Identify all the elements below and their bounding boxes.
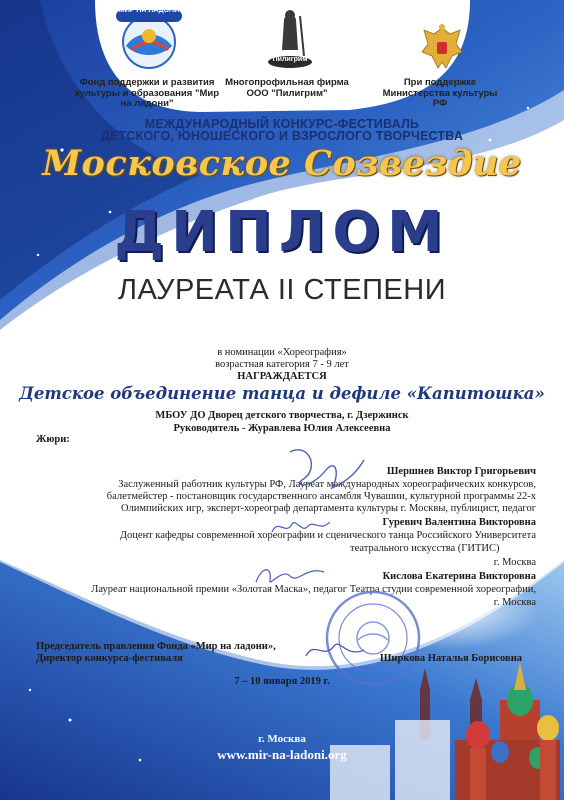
signature-2 xyxy=(268,514,338,540)
city: г. Москва xyxy=(258,733,306,745)
jury-member-name: Шершнев Виктор Григорьевич xyxy=(386,466,536,477)
jury-member-bio: Заслуженный работник культуры РФ, Лауреат международных хореографических конкурсов, xyxy=(118,479,536,490)
chair-title-line-2: Директор конкурса-фестиваля xyxy=(36,653,183,664)
jury-member-bio: Доцент кафедры современной хореографии и сценического танца Российского Университета xyxy=(119,530,536,541)
contest-line-2: ДЕТСКОГО, ЮНОШЕСКОГО И ВЗРОСЛОГО ТВОРЧЕСТВА xyxy=(100,129,464,143)
coat-of-arms-icon xyxy=(420,22,464,72)
nomination: в номинации «Хореография» xyxy=(217,347,347,358)
right-logo-caption: При поддержке Министерства культуры РФ xyxy=(382,77,498,109)
left-logo-ribbon: МИР НА ЛАДОНИ xyxy=(118,7,180,14)
festival-name: Московское Созвездие xyxy=(42,143,522,184)
middle-logo-caption: Многопрофильная фирма ООО "Пилигрим" xyxy=(225,77,349,99)
awarded-label: НАГРАЖДАЕТСЯ xyxy=(237,371,327,382)
diploma-title: ДИПЛОМ xyxy=(114,200,450,265)
jury-member-bio: г. Москва xyxy=(493,597,536,608)
jury-member-bio: г. Москва xyxy=(493,557,536,568)
age-category: возрастная категория 7 - 9 лет xyxy=(215,359,349,370)
chair-title-line-1: Председатель правления Фонда «Мир на ладони», xyxy=(36,641,276,652)
jury-member-bio: театрального искусства (ГИТИС) xyxy=(350,543,500,554)
jury-member-name: Гуревич Валентина Викторовна xyxy=(382,517,536,528)
signature-1 xyxy=(280,440,370,500)
chair-name: Ширкова Наталья Борисовна xyxy=(379,653,522,664)
diploma-degree: ЛАУРЕАТА II СТЕПЕНИ xyxy=(117,274,447,306)
left-logo-caption: Фонд поддержки и развития культуры и образования "Мир на ладони" xyxy=(74,77,220,109)
contest-line-1: МЕЖДУНАРОДНЫЙ КОНКУРС-ФЕСТИВАЛЬ xyxy=(144,117,420,131)
website-link[interactable]: www.mir-na-ladoni.org xyxy=(217,747,347,762)
globe-logo-icon xyxy=(112,6,186,76)
festival-dates: 7 – 10 января 2019 г. xyxy=(234,676,330,687)
jury-member-bio: Олимпийских игр, эксперт-хореограф департамента культуры г. Москвы, публицист, педагог xyxy=(120,503,536,514)
group-leader: Руководитель - Журавлева Юлия Алексеевна xyxy=(173,423,391,434)
jury-member-bio: балетмейстер - постановщик государственного ансамбля Чувашии, культурной программы 22-х xyxy=(106,491,536,502)
middle-logo-ribbon: Пилигрим xyxy=(272,56,308,63)
signature-3 xyxy=(250,560,330,590)
jury-label: Жюри: xyxy=(36,434,70,445)
winner-name: Детское объединение танца и дефиле «Капитошка» xyxy=(19,384,545,403)
signature-4 xyxy=(300,636,370,666)
institution: МБОУ ДО Дворец детского творчества, г. Дзержинск xyxy=(155,410,409,421)
jury-member-bio: Лауреат национальной премии «Золотая Маска», педагог Театра студии современной хореографии, xyxy=(91,584,536,595)
jury-member-name: Кислова Екатерина Викторовна xyxy=(382,571,536,582)
